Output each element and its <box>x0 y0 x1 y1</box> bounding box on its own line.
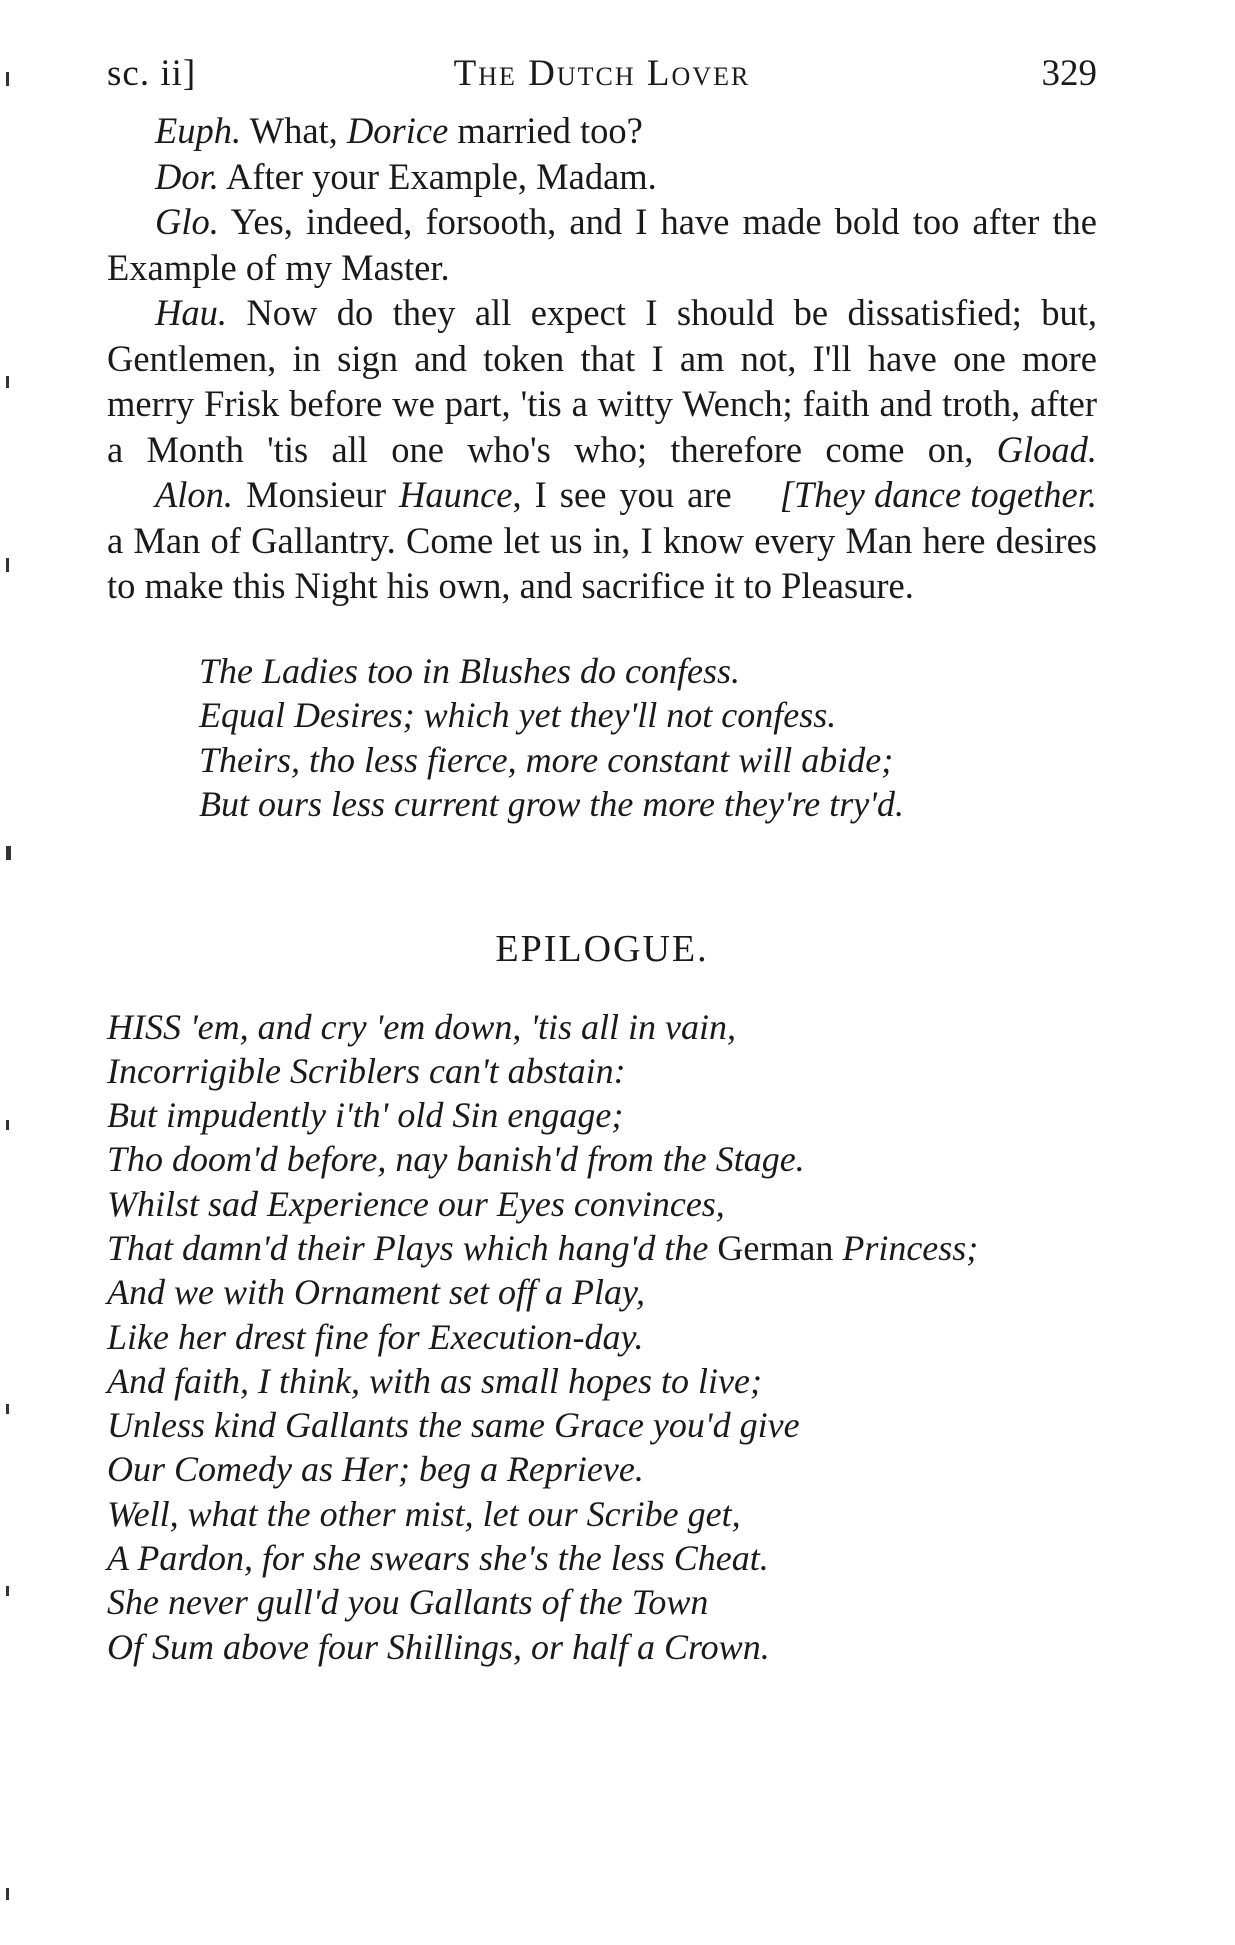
verse-line: The Ladies too in Blushes do confess. <box>199 650 740 691</box>
verse-line: Well, what the other mist, let our Scribe get, <box>107 1493 741 1534</box>
speech-text: Monsieur <box>233 474 399 515</box>
speech-text: Yes, indeed, forsooth, and I have made bold too after the Example of my Master. <box>107 201 1097 288</box>
verse-line: But ours less current grow the more they're try'd. <box>199 784 904 824</box>
margin-mark <box>6 376 9 388</box>
book-title: The Dutch Lover <box>453 53 751 94</box>
page-number: 329 <box>1041 53 1097 94</box>
verse-line: Of Sum above four Shillings, or half a Crown. <box>107 1626 770 1667</box>
margin-mark <box>6 558 9 572</box>
speech-text: , I see you are a Man of Gallantry. Come let us in, I know every Man here desires to make this Night his own, and sacrifice it to Pleasure. <box>107 474 1097 606</box>
speech-dorice <box>107 154 1097 200</box>
roman-word: German <box>717 1227 834 1268</box>
verse-line: And we with Ornament set off a Play, <box>107 1272 645 1313</box>
page <box>107 52 1097 1669</box>
verse-line: HISS 'em, and cry 'em down, 'tis all in vain, <box>107 1006 737 1047</box>
speech-text: married too? <box>448 110 643 151</box>
verse-line <box>107 1226 1097 1270</box>
speaker-name: Glo. <box>155 201 219 242</box>
epilogue-title: EPILOGUE. <box>495 927 709 970</box>
margin-mark <box>6 1586 9 1596</box>
verse-line: Whilst sad Experience our Eyes convinces, <box>107 1183 725 1224</box>
verse-line: But impudently i'th' old Sin engage; <box>107 1095 624 1136</box>
verse-line: Our Comedy as Her; beg a Reprieve. <box>107 1449 644 1490</box>
speech-gload <box>107 199 1097 290</box>
verse-fragment: That damn'd their Plays which hang'd the <box>107 1227 718 1268</box>
speech-euphemia <box>107 108 1097 154</box>
speaker-name: Hau. <box>155 292 227 333</box>
dialogue <box>107 108 1097 609</box>
speech-text: What, <box>241 110 347 151</box>
closing-couplets <box>199 649 1097 827</box>
verse-fragment: Princess; <box>833 1227 979 1268</box>
verse-line: Incorrigible Scriblers can't abstain: <box>107 1050 626 1091</box>
speech-text: After your Example, Madam. <box>218 155 657 197</box>
speaker-name: Euph. <box>155 110 242 151</box>
margin-mark <box>6 846 11 860</box>
italic-name: Gload. <box>996 428 1097 470</box>
italic-name: Haunce <box>398 474 513 515</box>
verse-line: She never gull'd you Gallants of the Town <box>107 1582 709 1623</box>
verse-line: And faith, I think, with as small hopes to live; <box>107 1360 762 1401</box>
stage-direction: [They dance together. <box>779 474 1097 515</box>
verse-line: Theirs, tho less fierce, more constant will abide; <box>199 739 894 780</box>
margin-mark <box>6 1404 9 1414</box>
verse-line: A Pardon, for she swears she's the less Cheat. <box>107 1538 769 1579</box>
verse-line: Like her drest fine for Execution-day. <box>107 1316 644 1357</box>
verse-line: Unless kind Gallants the same Grace you'd give <box>107 1405 800 1446</box>
italic-name: Dorice <box>346 110 449 151</box>
verse-line: Tho doom'd before, nay banish'd from the Stage. <box>107 1139 805 1180</box>
verse-line: Equal Desires; which yet they'll not confess. <box>199 695 837 735</box>
running-head <box>107 52 1097 108</box>
margin-mark <box>6 1888 9 1900</box>
margin-mark <box>6 72 9 86</box>
section-label: sc. ii] <box>107 53 197 94</box>
speaker-name: Dor. <box>155 155 219 197</box>
epilogue-verse <box>107 1005 1097 1669</box>
speaker-name: Alon. <box>155 474 234 515</box>
speech-text: Now do they all expect I should be dissatisfied; but, Gentlemen, in sign and token that I am not, I'll have one more merry Frisk before we part, 'tis a witty Wench; faith and troth, after a Month 'tis all one who's who; therefore come on, <box>107 292 1097 470</box>
margin-mark <box>6 1120 9 1130</box>
